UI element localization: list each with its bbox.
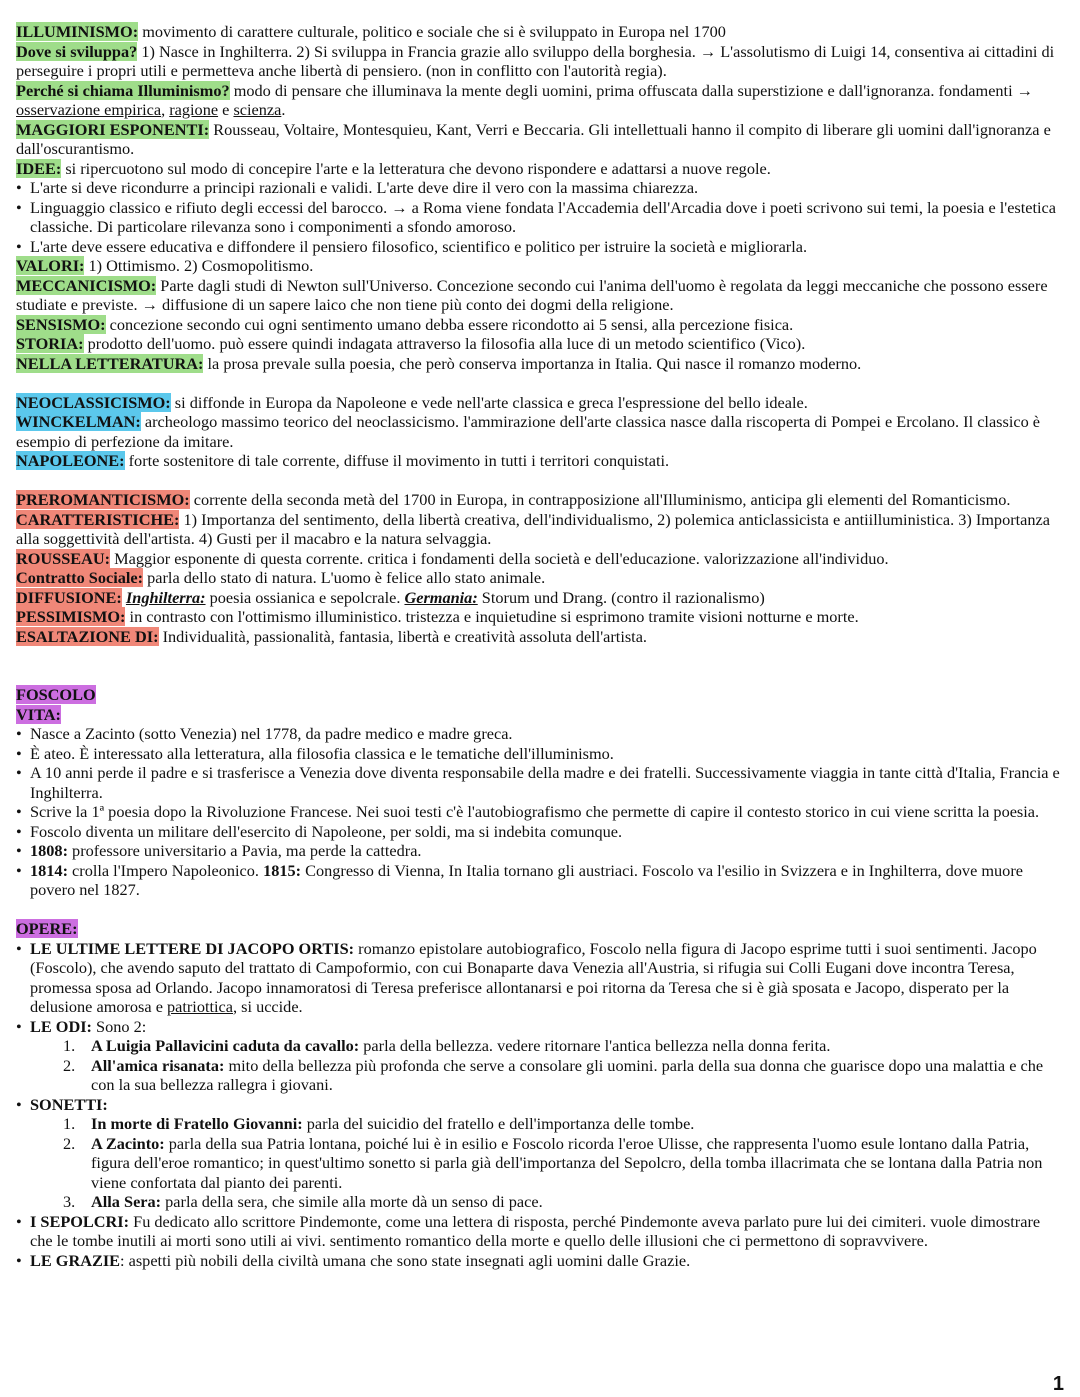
- list-item: • L'arte si deve ricondurre a principi razionali e validi. L'arte deve dire il vero con la massima chiarezza.: [16, 178, 1066, 198]
- nella-letteratura: NELLA LETTERATURA: la prosa prevale sulla poesia, che però conserva importanza in Italia. Qui nasce il romanzo moderno.: [16, 353, 862, 373]
- list-item: • L'arte deve essere educativa e diffondere il pensiero filosofico, scientifico e politico per istruire la società e migliorarla.: [16, 237, 1066, 257]
- winckelman: WINCKELMAN: archeologo massimo teorico del neoclassicismo. l'ammirazione dell'arte classica nasce dalla riscoperta di Pompei e Ercolano. Il classico è esempio di perfezione da imitare.: [16, 412, 1041, 451]
- caratteristiche: CARATTERISTICHE: 1) Importanza del sentimento, della libertà creativa, dell'individualismo, 2) polemica anticlassicista e antiilluministica. 3) Importanza alla soggettività dell'artista. 4) Gusti per il macabro e la natura selvaggia.: [16, 509, 1050, 548]
- storia: STORIA: prodotto dell'uomo. può essere quindi indagata attraverso la filosofia alla luce di un metodo scientifico (Vico).: [16, 334, 806, 353]
- pessimismo: PESSIMISMO: in contrasto con l'ottimismo illuministico. tristezza e inquietudine si esprimono tramite visioni notturne e morte.: [16, 607, 859, 626]
- sonetti-list: [30, 1114, 1066, 1212]
- vita-heading-line: [16, 705, 1066, 725]
- list-item: 2. All'amica risanata: mito della bellezza più profonda che serve a consolare gli uomini. parla della sua donna che guarisce dopo una malattia e che con la sua bellezza rallegra i giovani.: [63, 1055, 1044, 1094]
- opere-heading: OPERE:: [16, 919, 78, 938]
- preromanticismo-heading: PREROMANTICISMO:: [16, 490, 190, 509]
- valori: VALORI: 1) Ottimismo. 2) Cosmopolitismo.: [16, 256, 314, 275]
- illuminismo-intro: ILLUMINISMO: movimento di carattere culturale, politico e sociale che si è sviluppato in Europa nel 1700: [16, 22, 726, 41]
- list-item: • LE GRAZIE: aspetti più nobili della civiltà umana che sono state insegnati agli uomini dalle Grazie.: [16, 1251, 1066, 1271]
- idee-list: [16, 178, 1066, 256]
- neoclassicismo-heading: NEOCLASSICISMO:: [16, 392, 171, 412]
- notes-page: [16, 22, 1066, 1270]
- esaltazione: ESALTAZIONE DI: Individualità, passionalità, fantasia, libertà e creatività assoluta dell'artista.: [16, 626, 648, 646]
- list-item: • LE ULTIME LETTERE DI JACOPO ORTIS: romanzo epistolare autobiografico, Foscolo nella figura di Jacopo esprime tutti i suoi sentimenti. Jacopo (Foscolo), che avendo saputo del trattato di Campoformio, con cui Bonaparte dava Venezia all'Austria, si rifugia sui Colli Eugani dove incontra Teresa, promessa sposa ad Orlando. Jacopo innamoratosi di Teresa preferisce allontanarsi e poi ritorna da Teresa che si è già sposata e Jacopo, disperato per la delusione amorosa e patriottica, si uccide.: [16, 939, 1066, 1017]
- neoclassicismo-intro: NEOCLASSICISMO: si diffonde in Europa da Napoleone e vede nell'arte classica e greca l'espressione del bello ideale.: [16, 392, 808, 412]
- illuminismo-heading: ILLUMINISMO:: [16, 22, 139, 41]
- napoleone: NAPOLEONE: forte sostenitore di tale corrente, diffuse il movimento in tutti i territori conquistati.: [16, 451, 670, 470]
- sensismo: SENSISMO: concezione secondo cui ogni sentimento umano debba essere ricondotto ai 5 sensi, alla percezione fisica.: [16, 314, 794, 334]
- list-item: • I SEPOLCRI: Fu dedicato allo scrittore Pindemonte, come una lettera di risposta, perché Pindemonte aveva parlato pure lui dei cimiteri. vuole dimostrare che le tombe inutili ai morti sono utili ai vivi. sentimento romantico della morte e quello delle illusioni che ci permettono di sopravvivere.: [16, 1212, 1066, 1251]
- list-item: • SONETTI: 1. In morte di Fratello Giovanni: parla del suicidio del fratello e dell'importanza delle tombe. 2. A Zacinto: parla della sua Patria lontana, poiché lui è in esilio e Foscolo ricorda l'eroe Ulisse, che rappresenta l'uomo esule lontano dalla Patria, figura dell'eroe romantico; in quest'ultimo sonetto si parla già dell'importanza del Sepolcro, della tomba illacrimata che se lontana dalla Patria non viene confortata dal pianto dei parenti. 3. Alla Sera: parla della sera, che simile alla morte dà un senso di pace.: [16, 1095, 1066, 1212]
- foscolo-heading: FOSCOLO: [16, 685, 96, 704]
- list-item: • 1814: crolla l'Impero Napoleonico. 1815: Congresso di Vienna, In Italia tornano gli austriaci. Foscolo va l'esilio in Svizzera e in Inghilterra, dove muore povero nel 1827.: [16, 861, 1066, 900]
- contratto-sociale: Contratto Sociale: parla dello stato di natura. L'uomo è felice allo stato animale.: [16, 568, 546, 587]
- list-item: • LE ODI: Sono 2: 1. A Luigia Pallavicini caduta da cavallo: parla della bellezza. vedere ritornare l'antica bellezza nella donna ferita. 2. All'amica risanata: mito della bellezza più profonda che serve a consolare gli uomini. parla della sua donna che guarisce dopo una malattia e che con la sua bellezza rallegra i giovani.: [16, 1017, 1066, 1095]
- vita-list: [16, 724, 1066, 900]
- list-item: • Foscolo diventa un militare dell'esercito di Napoleone, per soldi, ma si indebita comunque.: [16, 822, 1066, 842]
- rousseau: ROUSSEAU: Maggior esponente di questa corrente. critica i fondamenti della società e dell'educazione. valorizzazione all'individuo.: [16, 548, 889, 568]
- list-item: • Nasce a Zacinto (sotto Venezia) nel 1778, da padre medico e madre greca.: [16, 724, 1066, 744]
- list-item: • Linguaggio classico e rifiuto degli eccessi del barocco. → a Roma viene fondata l'Accademia dell'Arcadia dove i poeti scrivono sui temi, la poesia e l'estetica classiche. Di particolare rilevanza sono i componimenti a sfondo amoroso.: [16, 198, 1066, 237]
- vita-heading: VITA:: [16, 704, 61, 724]
- list-item: • 1808: professore universitario a Pavia, ma perde la cattedra.: [16, 841, 1066, 861]
- opere-heading-line: [16, 919, 1066, 939]
- list-item: • È ateo. È interessato alla letteratura, alla filosofia classica e le tematiche dell'illuminismo.: [16, 744, 1066, 764]
- meccanicismo: MECCANICISMO: Parte dagli studi di Newton sull'Universo. Concezione secondo cui l'anima dell'uomo è regolata da leggi meccaniche che possono essere studiate e previste. → diffusione di un sapere laico che non tiene più conto dei dogmi della religione.: [16, 275, 1048, 314]
- foscolo-heading-line: [16, 685, 1066, 705]
- perche-illuminismo: Perché si chiama Illuminismo? modo di pensare che illuminava la mente degli uomini, prima offuscata dalla superstizione e dall'ignoranza. fondamenti → osservazione empirica, ragione e scienza.: [16, 80, 1033, 119]
- dove-si-sviluppa: Dove si sviluppa? 1) Nasce in Inghilterra. 2) Si sviluppa in Francia grazie allo sviluppo della borghesia. → L'assolutismo di Luigi 14, consentiva ai cittadini di perseguire i propri utili e permetteva anche libertà di pensiero. (non in conflitto con l'autorità regia).: [16, 41, 1055, 80]
- list-item: • A 10 anni perde il padre e si trasferisce a Venezia dove diventa responsabile della madre e dei fratelli. Successivamente viaggia in tante città d'Italia, Francia e Inghilterra.: [16, 763, 1066, 802]
- list-item: 2. A Zacinto: parla della sua Patria lontana, poiché lui è in esilio e Foscolo ricorda l'eroe Ulisse, che rappresenta l'uomo esule lontano dalla Patria, figura dell'eroe romantico; in quest'ultimo sonetto si parla già dell'importanza del Sepolcro, della tomba illacrimata che se lontana dalla Patria non viene confortata dal pianto dei parenti.: [63, 1133, 1043, 1192]
- list-item: 3. Alla Sera: parla della sera, che simile alla morte dà un senso di pace.: [63, 1192, 543, 1211]
- opere-list: [16, 939, 1066, 1271]
- odi-list: [30, 1036, 1066, 1095]
- diffusione: DIFFUSIONE: Inghilterra: poesia ossianica e sepolcrale. Germania: Storum und Drang. (contro il razionalismo): [16, 587, 765, 607]
- list-item: • Scrive la 1ª poesia dopo la Rivoluzione Francese. Nei suoi testi c'è l'autobiografismo che permette di capire il contesto storico in cui viene scritta la poesia.: [16, 802, 1066, 822]
- preromanticismo-intro: PREROMANTICISMO: corrente della seconda metà del 1700 in Europa, in contrapposizione all'Illuminismo, anticipa gli elementi del Romanticismo.: [16, 490, 1011, 509]
- maggiori-esponenti: MAGGIORI ESPONENTI: Rousseau, Voltaire, Montesquieu, Kant, Verri e Beccaria. Gli intellettuali hanno il compito di liberare gli uomini dall'ignoranza e dall'oscurantismo.: [16, 119, 1051, 158]
- list-item: 1. In morte di Fratello Giovanni: parla del suicidio del fratello e dell'importanza delle tombe.: [63, 1114, 695, 1133]
- page-number: 1: [1052, 1373, 1064, 1395]
- list-item: 1. A Luigia Pallavicini caduta da cavallo: parla della bellezza. vedere ritornare l'antica bellezza nella donna ferita.: [63, 1036, 831, 1055]
- idee: IDEE: si ripercuotono sul modo di concepire l'arte e la letteratura che devono rispondere e adattarsi a nuove regole.: [16, 158, 771, 178]
